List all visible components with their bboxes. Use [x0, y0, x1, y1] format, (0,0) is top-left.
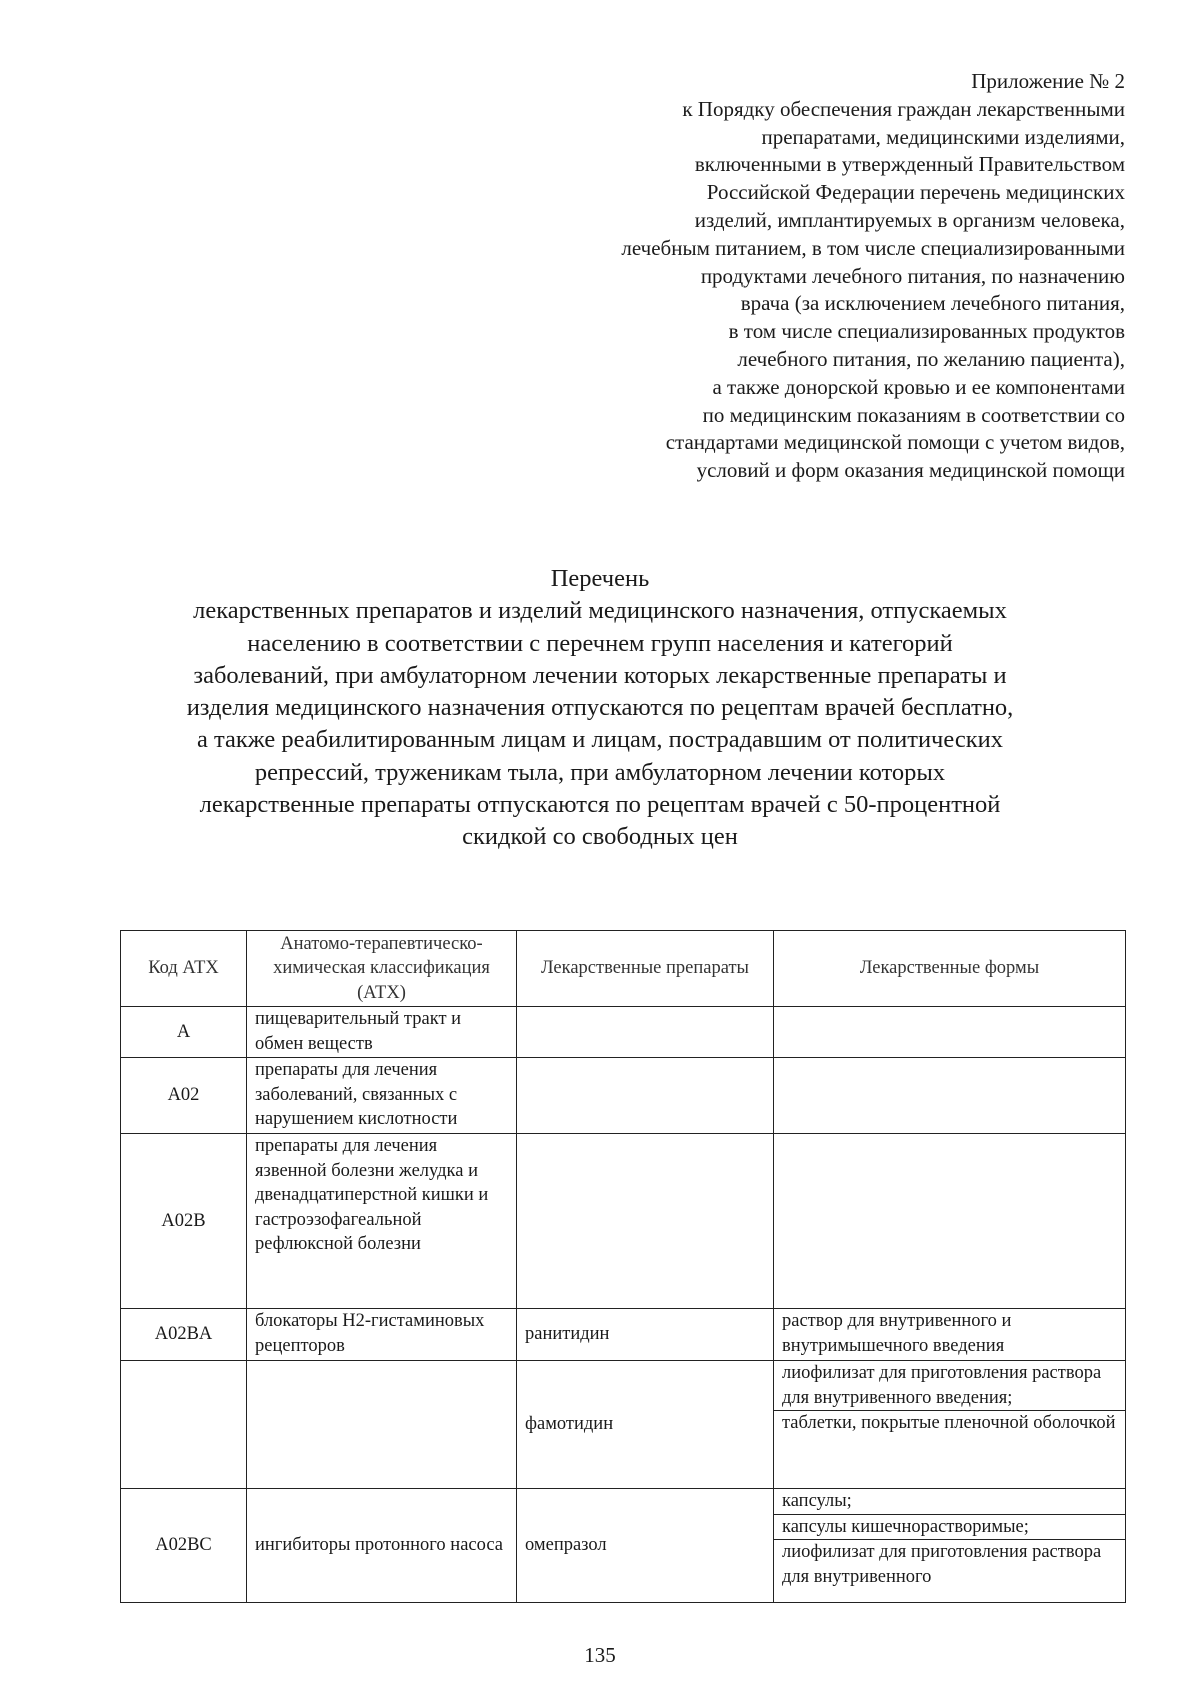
forms-cell — [774, 1489, 1126, 1603]
atx-table — [120, 930, 1126, 1603]
atx-code-cell: A02B — [121, 1134, 247, 1309]
forms-cell — [774, 1058, 1126, 1134]
form-item: лиофилизат для приготовления раствора для внутривенного — [774, 1539, 1125, 1602]
form-item: раствор для внутривенного и внутримышечного введения — [782, 1311, 1012, 1356]
header-forms: Лекарственные формы — [774, 931, 1126, 1007]
form-item: лиофилизат для приготовления раствора для внутривенного введения; — [782, 1363, 1102, 1408]
atx-code-cell — [121, 1361, 247, 1489]
appendix-line: условий и форм оказания медицинской помощи — [696, 458, 1125, 483]
drug-cell — [517, 1007, 774, 1058]
drug-cell: омепразол — [517, 1489, 774, 1603]
title-line: заболеваний, при амбулаторном лечении которых лекарственные препараты и — [193, 661, 1007, 689]
appendix-line: включенными в утвержденный Правительством — [694, 152, 1125, 177]
forms-cell — [774, 1134, 1126, 1309]
appendix-line: а также донорской кровью и ее компонентами — [712, 374, 1125, 399]
classification-cell — [247, 1361, 517, 1489]
table-row — [121, 1309, 1126, 1361]
form-item: капсулы; — [782, 1491, 852, 1511]
atx-code-cell: A02 — [121, 1058, 247, 1134]
document-title — [100, 563, 1100, 854]
appendix-header — [485, 68, 1125, 485]
title-heading: Перечень — [550, 565, 650, 592]
appendix-line: врача (за исключением лечебного питания, — [740, 291, 1125, 316]
classification-cell: препараты для лечения заболеваний, связанных с нарушением кислотности — [247, 1058, 517, 1134]
table-row — [121, 1058, 1126, 1134]
title-line: изделия медицинского назначения отпускаются по рецептам врачей бесплатно, — [186, 694, 1014, 722]
form-item: таблетки, покрытые пленочной оболочкой — [774, 1410, 1125, 1436]
appendix-line: изделий, имплантируемых в организм человека, — [694, 207, 1125, 232]
title-line: населению в соответствии с перечнем групп населения и категорий — [247, 629, 953, 657]
header-code: Код АТХ — [121, 931, 247, 1007]
appendix-line: Приложение № 2 — [971, 69, 1125, 93]
appendix-line: препаратами, медицинскими изделиями, — [761, 124, 1125, 149]
forms-cell — [774, 1309, 1126, 1361]
atx-code-cell: A — [121, 1007, 247, 1058]
classification-cell: блокаторы H2-гистаминовых рецепторов — [247, 1309, 517, 1361]
classification-cell: препараты для лечения язвенной болезни желудка и двенадцатиперстной кишки и гастроэзофагеальной рефлюксной болезни — [247, 1134, 517, 1309]
classification-cell: ингибиторы протонного насоса — [247, 1489, 517, 1603]
title-line: репрессий, труженикам тыла, при амбулаторном лечении которых — [254, 758, 946, 786]
appendix-line: стандартами медицинской помощи с учетом видов, — [665, 430, 1125, 455]
table-row — [121, 1361, 1126, 1489]
forms-cell — [774, 1361, 1126, 1489]
classification-cell: пищеварительный тракт и обмен веществ — [247, 1007, 517, 1058]
title-line: лекарственные препараты отпускаются по рецептам врачей с 50-процентной — [199, 791, 1001, 819]
table-row — [121, 1007, 1126, 1058]
appendix-line: Российской Федерации перечень медицинских — [706, 180, 1125, 205]
form-item: капсулы кишечнорастворимые; — [774, 1514, 1125, 1540]
drug-cell — [517, 1134, 774, 1309]
appendix-line: в том числе специализированных продуктов — [728, 319, 1125, 344]
atx-code-cell: A02BC — [121, 1489, 247, 1603]
table-row — [121, 1134, 1126, 1309]
table-header-row — [121, 931, 1126, 1007]
atx-code-cell: A02BA — [121, 1309, 247, 1361]
appendix-line: продуктами лечебного питания, по назначению — [700, 263, 1125, 288]
title-line: скидкой со свободных цен — [462, 823, 738, 851]
appendix-line: по медицинским показаниям в соответствии со — [702, 402, 1125, 427]
forms-cell — [774, 1007, 1126, 1058]
drug-cell: ранитидин — [517, 1309, 774, 1361]
page-number: 135 — [584, 1643, 616, 1667]
appendix-line: к Порядку обеспечения граждан лекарственными — [682, 96, 1125, 121]
header-drugs: Лекарственные препараты — [517, 931, 774, 1007]
table-row — [121, 1489, 1126, 1603]
drug-cell: фамотидин — [517, 1361, 774, 1489]
header-classification: Анатомо-терапевтическо-химическая классификация (АТХ) — [247, 931, 517, 1007]
drug-cell — [517, 1058, 774, 1134]
appendix-line: лечебного питания, по желанию пациента), — [737, 346, 1125, 371]
appendix-line: лечебным питанием, в том числе специализированными — [621, 235, 1125, 260]
title-line: лекарственных препаратов и изделий медицинского назначения, отпускаемых — [193, 597, 1007, 625]
title-line: а также реабилитированным лицам и лицам, пострадавшим от политических — [197, 726, 1003, 754]
